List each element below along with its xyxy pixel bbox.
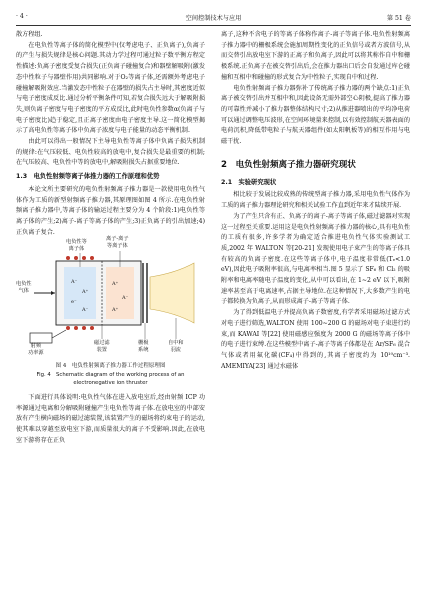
right-column <box>221 30 410 372</box>
page-header <box>16 13 411 25</box>
right-paragraph-2: 相比较于发展比较成熟的传统型离子推力器,采用电负性气体作为工质的离子推力器理论研究和相关试验工作直到近年来才陆续开展. <box>221 191 410 210</box>
svg-text:A⁺: A⁺ <box>112 281 119 288</box>
label-grid-system: 栅极 系统 <box>138 340 149 353</box>
journal-name: 空间控制技术与应用 <box>185 15 242 22</box>
volume-number: 第 51 卷 <box>386 15 411 22</box>
section-heading-1-3: 1.3 电负性射频等离子体推力器的工作原理和优势 <box>16 173 160 181</box>
left-column <box>16 30 205 446</box>
label-ion-ion-plasma: 离子-离子 等离子体 <box>106 236 129 249</box>
svg-text:e⁻: e⁻ <box>71 299 77 306</box>
left-paragraph-2: 由此可以得出一般情况下主导电负性等离子体中负离子损失机制的规律:在气压较低、电负性较高的放电中,复合损失是最重要的机制;在气压较高、电负性中等的放电中,解吸附损失占据重要地位. <box>16 138 205 167</box>
left-paragraph-4: 下面进行具体说明:电负性气体在进入放电室后,经由射频 ICP 功率源通过电离和分解吸附碰撞产生电负性等离子体.在放电室的中部安放有产生横向磁场的磁过滤装置,该装置产生的磁场将约束电子的运动,使其难以穿越至放电室下游,而质量很大的离子不受影响.因此,在放电室下游将存在正负 <box>16 393 205 444</box>
right-paragraph-0: 离子,这种不含电子的等离子体称作离子-离子等离子体.电负性射频离子推力器中的栅极系统会施加周期性变化的正负信号或者方波信号,从而交替引出放电室下游的正离子和负离子,因此可以将其称作自中和栅极系统.正负离子在被交替引出后,会在推力器出口后会自发通过库仑碰撞和互相中和碰撞的形式复合为中性粒子,实现自中和过程. <box>221 31 410 81</box>
left-paragraph-0: 散方程组. <box>16 31 43 38</box>
label-rf-source: 射频 功率源 <box>28 343 44 356</box>
svg-text:A⁻: A⁻ <box>122 295 129 302</box>
figure-caption-cn: 图 4 电负性射频离子推力器工作过程原理图 <box>55 363 166 370</box>
electronegative-plasma-region <box>64 267 96 319</box>
ion-ion-plasma-region <box>106 267 134 319</box>
section-heading-2-1: 2.1 实验研究现状 <box>221 178 277 186</box>
svg-text:A⁻: A⁻ <box>82 307 89 314</box>
label-magnetic-filter: 磁过滤 装置 <box>94 340 110 353</box>
svg-text:A⁻: A⁻ <box>71 279 78 286</box>
section-heading-2: 2 电负性射频离子推力器研究现状 <box>221 159 356 170</box>
neutral-plume <box>150 263 194 323</box>
left-paragraph-3: 本论文所主要研究的电负性射频离子推力器是一款使用电负性气体作为工质的新型射频离子推力器,其原理图如图 4 所示.在电负性射频离子推力器中,等离子体的输运过程主要分为 4 个阶段:1)电负性等离子体的产生;2)离子-离子等离子体的产生;3)正负离子的引出加速;4)正负离子复合. <box>16 185 205 236</box>
right-paragraph-3: 为了产生只含有正、负离子的离子-离子等离子体,磁过滤器对实现这一过程至关重要.运用这是电负性射频离子推力器的核心,具有电负性的工质有很多,许多学者为确定适合推进电负性气体实验测试工质,2002 年 WALTON 等[20-21] 发现使用电子束产生的等离子体具有较高的负离子密度.在这些等离子体中,电子温度非常低(Tₑ<1.0 eV),因此电子吸附率很高,与电离率相当.图 5 显示了 SF₆ 和 Cl₂ 的吸附率和电离率随电子温度的变化,从中可以看出,在 1~2 eV 以下,吸附速率甚至高于电离速率,占据主导地位.在这种情况下,大多数产生的电子都转换为负离子,从而形成离子-离子等离子体. <box>221 212 410 306</box>
page-number: · 4 · <box>16 13 28 20</box>
svg-text:A⁺: A⁺ <box>82 289 89 296</box>
header-rule <box>16 25 411 26</box>
figure-4 <box>16 236 205 359</box>
label-electronegative-plasma: 电负性等 离子体 <box>66 239 87 252</box>
rf-source-box <box>30 333 52 343</box>
figure-caption-en-2: electronegative ion thruster <box>73 379 148 386</box>
svg-text:A⁺: A⁺ <box>112 307 119 314</box>
figure-caption-en-1: Fig. 4 Schematic diagram of the working process of an <box>36 371 185 378</box>
label-neutral-plume: 自中和 羽流 <box>168 340 184 353</box>
right-paragraph-4: 为了得到低温电子并提高负离子数密度,有学者采用磁场过滤方式对电子进行筛选,WALTON 使用 100~200 G 的磁场对电子束进行约束,而 KAWAI 等[22] 使用磁感应强度为 2000 G 的磁场等离子体中的电子进行束缚.在这些模型中离子-离子等离子体都是在 Ar/SF₆ 混合气体或者用氟化碳(CF₄)中得到的,其离子密度约为 10¹⁰cm⁻³. AMEMIYA[23] 通过水磁体 <box>221 309 410 370</box>
left-paragraph-1: 在电负性等离子体的简化模型中(仅考虑电子、正负离子),负离子的产生与损失规律是核心问题.其动力学过程可通过粒子数平衡方程定性描述:负离子密度受复合损失(正负离子碰撞复合)和器壁解吸附(激发态中性粒子与器壁作用)共同影响.对于O₂等离子体,还需额外考虑电子碰撞解吸附效应.当激发态中性粒子在器壁的损失占主导时,其密度近似与电子密度成反比.通过分析平衡条件可知,若复合损失远大于解吸附损失,则负离子密度与电子密度的平方成反比,此时电负性参数α(负离子与电子密度比)趋于稳定,且正离子密度由电子密度主导.这一简化模型揭示了高电负性等离子体中负离子浓度与电子能量的动态平衡机制. <box>16 41 205 135</box>
label-gas: 电负性 气体 <box>16 281 32 294</box>
right-paragraph-1: 电负性射频离子推力器弥补了传统离子推力器的两个缺点:1)正负离子被交替引出并互相中和,因此设备无需外部空心阴极,提高了推力器的可靠性并减小了推力器整体结构尺寸;2)从推进器喷出的平均净电荷可以通过调整电压波形,在空间环境量来控制,以有效控制航天器表面的电荷沉积,降低带电粒子与航天器组件(如太阳帆板等)的相互作用与电磁干扰. <box>221 84 410 146</box>
